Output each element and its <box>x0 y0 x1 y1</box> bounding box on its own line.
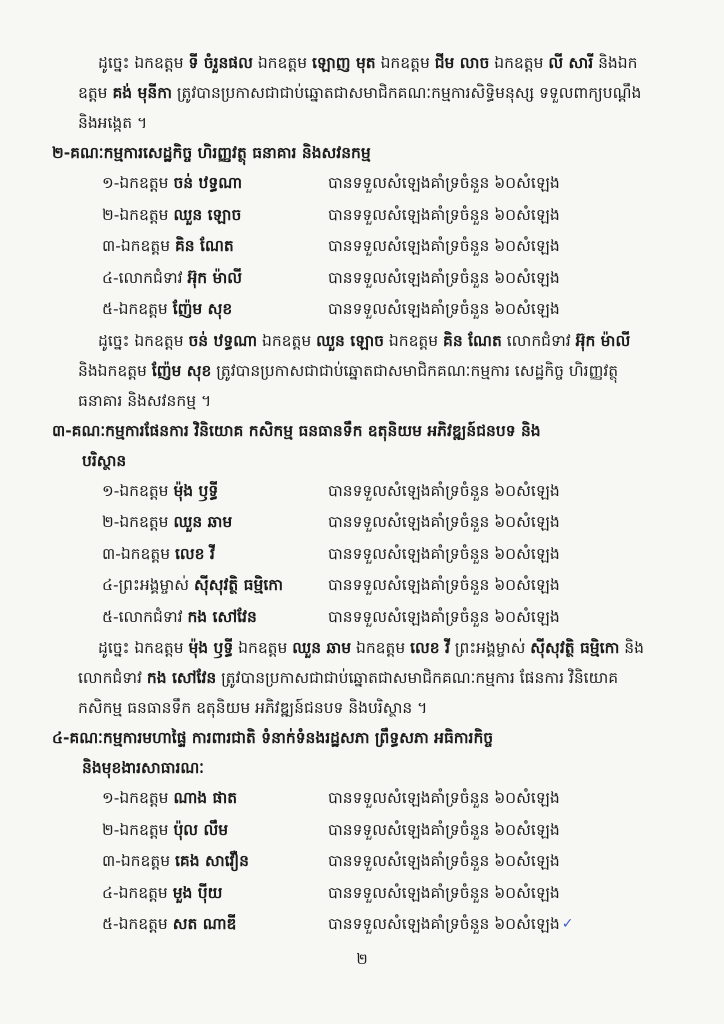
text: ឯកឧត្តម <box>489 54 549 72</box>
text: ឯកឧត្តម <box>383 331 444 350</box>
text: ឯកឧត្តម <box>351 639 411 657</box>
text: និងលោកជំទាវ <box>78 639 644 687</box>
member-row <box>78 570 646 602</box>
vote-count: បានទទួលសំឡេងគាំទ្រចំនួន ៦០សំឡេង <box>328 300 560 318</box>
heading-text: ៣-គណៈកម្មការផែនការ វិនិយោគ កសិកម្ម ធនធានទឹក ឧតុនិយម អភិវឌ្ឍន៍ជនបទ និង <box>52 421 541 440</box>
member-name: ឈួន ឆាម <box>292 639 352 657</box>
vote-count: បានទទួលសំឡេងគាំទ្រចំនួន ៦០សំឡេង <box>328 268 560 287</box>
section-heading-economy: ២-គណៈកម្មការសេដ្ឋកិច្ច ហិរញ្ញវត្ថុ ធនាគារ និងសវនកម្ម <box>52 144 371 162</box>
page-number: ២ <box>356 950 368 968</box>
member-row <box>78 909 646 941</box>
member-list-planning <box>78 476 646 634</box>
vote-count: បានទទួលសំឡេងគាំទ្រចំនួន ៦០សំឡេង <box>328 915 560 933</box>
member-row <box>78 168 646 200</box>
member-name: ឈួន ឡោច <box>316 331 384 350</box>
vote-count: បានទទួលសំឡេងគាំទ្រចំនួន ៦០សំឡេង <box>328 481 560 500</box>
text: ឯកឧត្តម <box>375 54 435 72</box>
member-row <box>78 200 646 232</box>
member-name: ជីម លាច <box>434 54 490 72</box>
member-name: ម៉ុង ឫទ្ធី <box>173 481 219 500</box>
text: ត្រូវបានប្រកាសជាជាប់ឆ្នោតជាសមាជិកគណៈកម្មការសិទ្ធិមនុស្ស ទទួលពាក្យបណ្តឹង និងអង្កេត ។ <box>78 84 642 132</box>
member-prefix: ៤-លោកជំទាវ <box>102 268 188 287</box>
member-row <box>78 263 646 295</box>
conclusion-paragraph-section-2 <box>78 326 646 416</box>
section-heading-interior <box>52 723 646 783</box>
member-name: ឈួន ឆាម <box>173 513 233 531</box>
heading-text-continued: បរិស្ថាន <box>82 451 127 470</box>
vote-count: បានទទួលសំឡេងគាំទ្រចំនួន ៦០សំឡេង <box>328 237 560 255</box>
member-prefix: ១-ឯកឧត្តម <box>102 174 174 192</box>
member-name: កង សៅវែន <box>187 607 257 626</box>
member-name: ឡោញ មុត <box>311 54 376 72</box>
member-prefix: ៥-ឯកឧត្តម <box>102 300 173 318</box>
member-prefix: ៤-ព្រះអង្គម្ចាស់ <box>102 576 194 594</box>
member-name: ម៉ុង ឫទ្ធី <box>188 639 234 657</box>
member-prefix: ៥-ឯកឧត្តម <box>102 915 173 933</box>
text: ឯកឧត្តម <box>233 639 293 657</box>
member-name: ស៊ីសុវត្ថិ ធម្មិកោ <box>530 639 620 657</box>
member-prefix: ៣-ឯកឧត្តម <box>102 852 175 870</box>
text: ព្រះអង្គម្ចាស់ <box>449 639 531 657</box>
member-prefix: ២-ឯកឧត្តម <box>102 205 174 224</box>
member-row <box>78 783 646 815</box>
text: ដូច្នេះ ឯកឧត្តម <box>98 639 189 657</box>
vote-count: បានទទួលសំឡេងគាំទ្រចំនួន ៦០សំឡេង <box>328 789 560 807</box>
member-prefix: ២-ឯកឧត្តម <box>102 513 174 531</box>
vote-count: បានទទួលសំឡេងគាំទ្រចំនួន ៦០សំឡេង <box>328 852 560 870</box>
text: ឯកឧត្តម <box>257 331 317 350</box>
vote-count: បានទទួលសំឡេងគាំទ្រចំនួន ៦០សំឡេង <box>328 820 560 839</box>
vote-count: បានទទួលសំឡេងគាំទ្រចំនួន ៦០សំឡេង <box>328 174 560 192</box>
vote-count: បានទទួលសំឡេងគាំទ្រចំនួន ៦០សំឡេង <box>328 544 560 563</box>
text: លោកជំទាវ <box>501 331 576 350</box>
member-row <box>78 476 646 508</box>
member-name: ចន់ ឋទ្ធណា <box>188 331 258 350</box>
vote-count: បានទទួលសំឡេងគាំទ្រចំនួន ៦០សំឡេង <box>328 883 560 902</box>
member-row <box>78 878 646 910</box>
member-prefix: ៥-លោកជំទាវ <box>102 607 188 626</box>
member-name: ញ៉ែម សុខ <box>172 300 233 318</box>
member-name: អ៊ុក ម៉ាលី <box>187 268 243 287</box>
text: ឯកឧត្តម <box>252 54 312 72</box>
vote-count: បានទទួលសំឡេងគាំទ្រចំនួន ៦០សំឡេង <box>328 205 560 224</box>
member-name: គិន ណែត <box>174 237 234 255</box>
member-prefix: ៤-ឯកឧត្តម <box>102 883 173 902</box>
member-name: ណាង ផាត <box>173 789 238 807</box>
text: ត្រូវបានប្រកាសជាជាប់ឆ្នោតជាសមាជិកគណៈកម្មការ សេដ្ឋកិច្ច ហិរញ្ញវត្ថុ ធនាគារ និងសវនកម្ម ។ <box>78 361 619 410</box>
check-mark-icon: ✓ <box>561 916 574 932</box>
conclusion-paragraph-section-1 <box>78 48 646 138</box>
member-row <box>78 507 646 539</box>
member-name: ប៉ុល លឹម <box>173 820 229 839</box>
member-name: សត ណាឌី <box>172 915 237 933</box>
text: និងឯកឧត្តម <box>78 361 152 380</box>
member-name: គេង សាវឿន <box>174 852 249 870</box>
member-name: គិន ណែត <box>443 331 502 350</box>
member-row <box>78 602 646 634</box>
text: និងឯកឧត្តម <box>78 54 638 102</box>
member-name: ញ៉ែម សុខ <box>151 361 212 380</box>
member-name: គង់ មុនីកា <box>112 84 172 102</box>
member-list-interior <box>78 783 646 941</box>
member-name: ឈួន ឡោច <box>173 205 242 224</box>
member-name: ទី ចំរួនផល <box>188 54 253 72</box>
text: ដូច្នេះ ឯកឧត្តម <box>98 331 189 350</box>
text: ត្រូវបានប្រកាសជាជាប់ឆ្នោតជាសមាជិកគណៈកម្មការ ផែនការ វិនិយោគ កសិកម្ម ធនធានទឹក ឧតុនិយម អភិវឌ្ឍន៍ជនបទ និងបរិស្ថាន ។ <box>78 669 619 717</box>
member-prefix: ១-ឯកឧត្តម <box>102 481 174 500</box>
member-row <box>78 815 646 847</box>
member-name: លេខ វី <box>410 639 450 657</box>
member-name: ចន់ ឋទ្ធណា <box>173 174 243 192</box>
member-name: កង សៅវែន <box>146 669 217 687</box>
vote-count: បានទទួលសំឡេងគាំទ្រចំនួន ៦០សំឡេង <box>328 607 560 626</box>
member-prefix: ៣-ឯកឧត្តម <box>102 237 175 255</box>
member-prefix: ១-ឯកឧត្តម <box>102 789 174 807</box>
section-heading-planning <box>52 416 646 476</box>
member-name: លេខ វី <box>174 544 215 563</box>
member-prefix: ២-ឯកឧត្តម <box>102 820 174 839</box>
member-row <box>78 846 646 878</box>
member-name: មួង ប៉ីយ <box>172 883 223 902</box>
member-name: លី សារី <box>548 54 594 72</box>
member-list-economy <box>78 168 646 326</box>
member-name: ស៊ីសុវត្ថិ ធម្មិកោ <box>193 576 283 594</box>
member-name: អ៊ុក ម៉ាលី <box>575 331 631 350</box>
member-row <box>78 294 646 326</box>
conclusion-paragraph-section-3 <box>78 633 646 723</box>
vote-count: បានទទួលសំឡេងគាំទ្រចំនួន ៦០សំឡេង <box>328 576 560 594</box>
heading-text-continued: និងមុខងារសាធារណៈ <box>82 759 205 777</box>
member-row <box>78 231 646 263</box>
text: ដូច្នេះ ឯកឧត្តម <box>98 54 189 72</box>
member-row <box>78 539 646 571</box>
member-prefix: ៣-ឯកឧត្តម <box>102 544 175 563</box>
heading-text: ៤-គណៈកម្មការមហាផ្ទៃ ការពារជាតិ ទំនាក់ទំនងរដ្ឋសភា ព្រឹទ្ធសភា អធិការកិច្ច <box>52 729 494 747</box>
vote-count: បានទទួលសំឡេងគាំទ្រចំនួន ៦០សំឡេង <box>328 513 560 531</box>
